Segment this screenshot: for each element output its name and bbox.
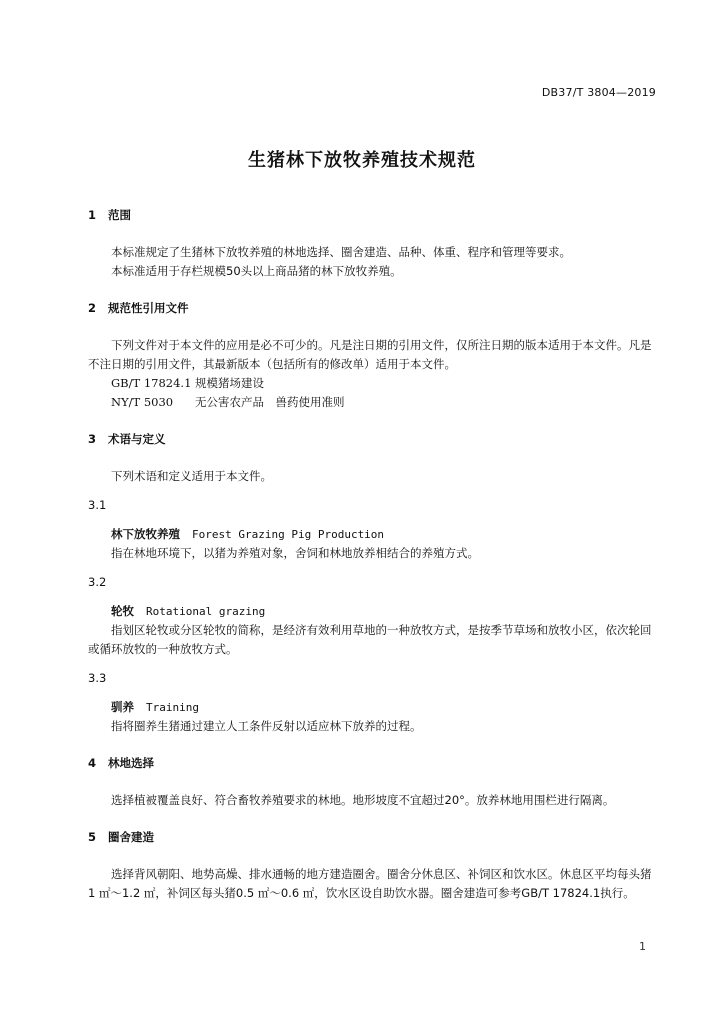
- section-title: 范围: [108, 208, 131, 222]
- section-number: 1: [88, 208, 97, 222]
- paragraph: 本标准规定了生猪林下放牧养殖的林地选择、圈舍建造、品种、体重、程序和管理等要求。: [111, 245, 571, 259]
- term-definition: 指划区轮牧或分区轮牧的简称，是经济有效利用草地的一种放牧方式，是按季节草场和放牧小区，依次轮回或循环放牧的一种放牧方式。: [88, 623, 652, 656]
- term-number: 3.1: [88, 498, 107, 512]
- paragraph: 选择植被覆盖良好、符合畜牧养殖要求的林地。地形坡度不宜超过20°。放养林地用围栏进行隔离。: [111, 793, 615, 807]
- paragraph: 本标准适用于存栏规模50头以上商品猪的林下放牧养殖。: [111, 264, 402, 278]
- document-body: [88, 206, 658, 903]
- reference-name: 规模猪场建设: [195, 376, 264, 390]
- paragraph: 选择背风朝阳、地势高燥、排水通畅的地方建造圈舍。圈舍分休息区、补饲区和饮水区。休息区平均每头猪1 ㎡～1.2 ㎡，补饲区每头猪0.5 ㎡～0.6 ㎡，饮水区设自助饮水器。圈舍建造可参考GB/T 17824.1执行。: [88, 867, 652, 900]
- term-number: 3.3: [88, 671, 107, 685]
- section-2-heading: [88, 299, 658, 318]
- document-title: 生猪林下放牧养殖技术规范: [248, 150, 476, 171]
- reference-item: [88, 393, 658, 412]
- term-number: 3.2: [88, 575, 107, 589]
- section-5-heading: [88, 828, 658, 847]
- reference-name: 无公害农产品 兽药使用准则: [195, 395, 345, 409]
- document-code: DB37/T 3804—2019: [541, 86, 656, 99]
- term-entry: [88, 602, 658, 621]
- term-entry: [88, 525, 658, 544]
- term-chinese: 轮牧: [111, 604, 134, 618]
- section-title: 规范性引用文件: [108, 301, 189, 315]
- term-english: Training: [146, 701, 199, 714]
- section-title: 术语与定义: [108, 432, 166, 446]
- term-chinese: 驯养: [111, 700, 134, 714]
- section-3-heading: [88, 430, 658, 449]
- section-number: 5: [88, 830, 97, 844]
- page-number: 1: [639, 940, 646, 953]
- term-english: Rotational grazing: [146, 605, 266, 618]
- term-chinese: 林下放牧养殖: [111, 527, 180, 541]
- term-english: Forest Grazing Pig Production: [192, 528, 385, 541]
- section-number: 3: [88, 432, 97, 446]
- section-number: 2: [88, 301, 97, 315]
- paragraph: 下列文件对于本文件的应用是必不可少的。凡是注日期的引用文件，仅所注日期的版本适用于本文件。凡是不注日期的引用文件，其最新版本（包括所有的修改单）适用于本文件。: [88, 338, 652, 371]
- term-definition: 指将圈养生猪通过建立人工条件反射以适应林下放养的过程。: [111, 719, 422, 733]
- paragraph: 下列术语和定义适用于本文件。: [111, 469, 272, 483]
- reference-code: NY/T 5030: [111, 395, 174, 409]
- section-title: 圈舍建造: [108, 830, 154, 844]
- section-4-heading: [88, 754, 658, 773]
- reference-item: [88, 374, 658, 393]
- section-1-heading: [88, 206, 658, 225]
- section-title: 林地选择: [108, 756, 154, 770]
- term-definition: 指在林地环境下，以猪为养殖对象，舍饲和林地放养相结合的养殖方式。: [111, 546, 479, 560]
- reference-code: GB/T 17824.1: [111, 376, 192, 390]
- section-number: 4: [88, 756, 97, 770]
- term-entry: [88, 698, 658, 717]
